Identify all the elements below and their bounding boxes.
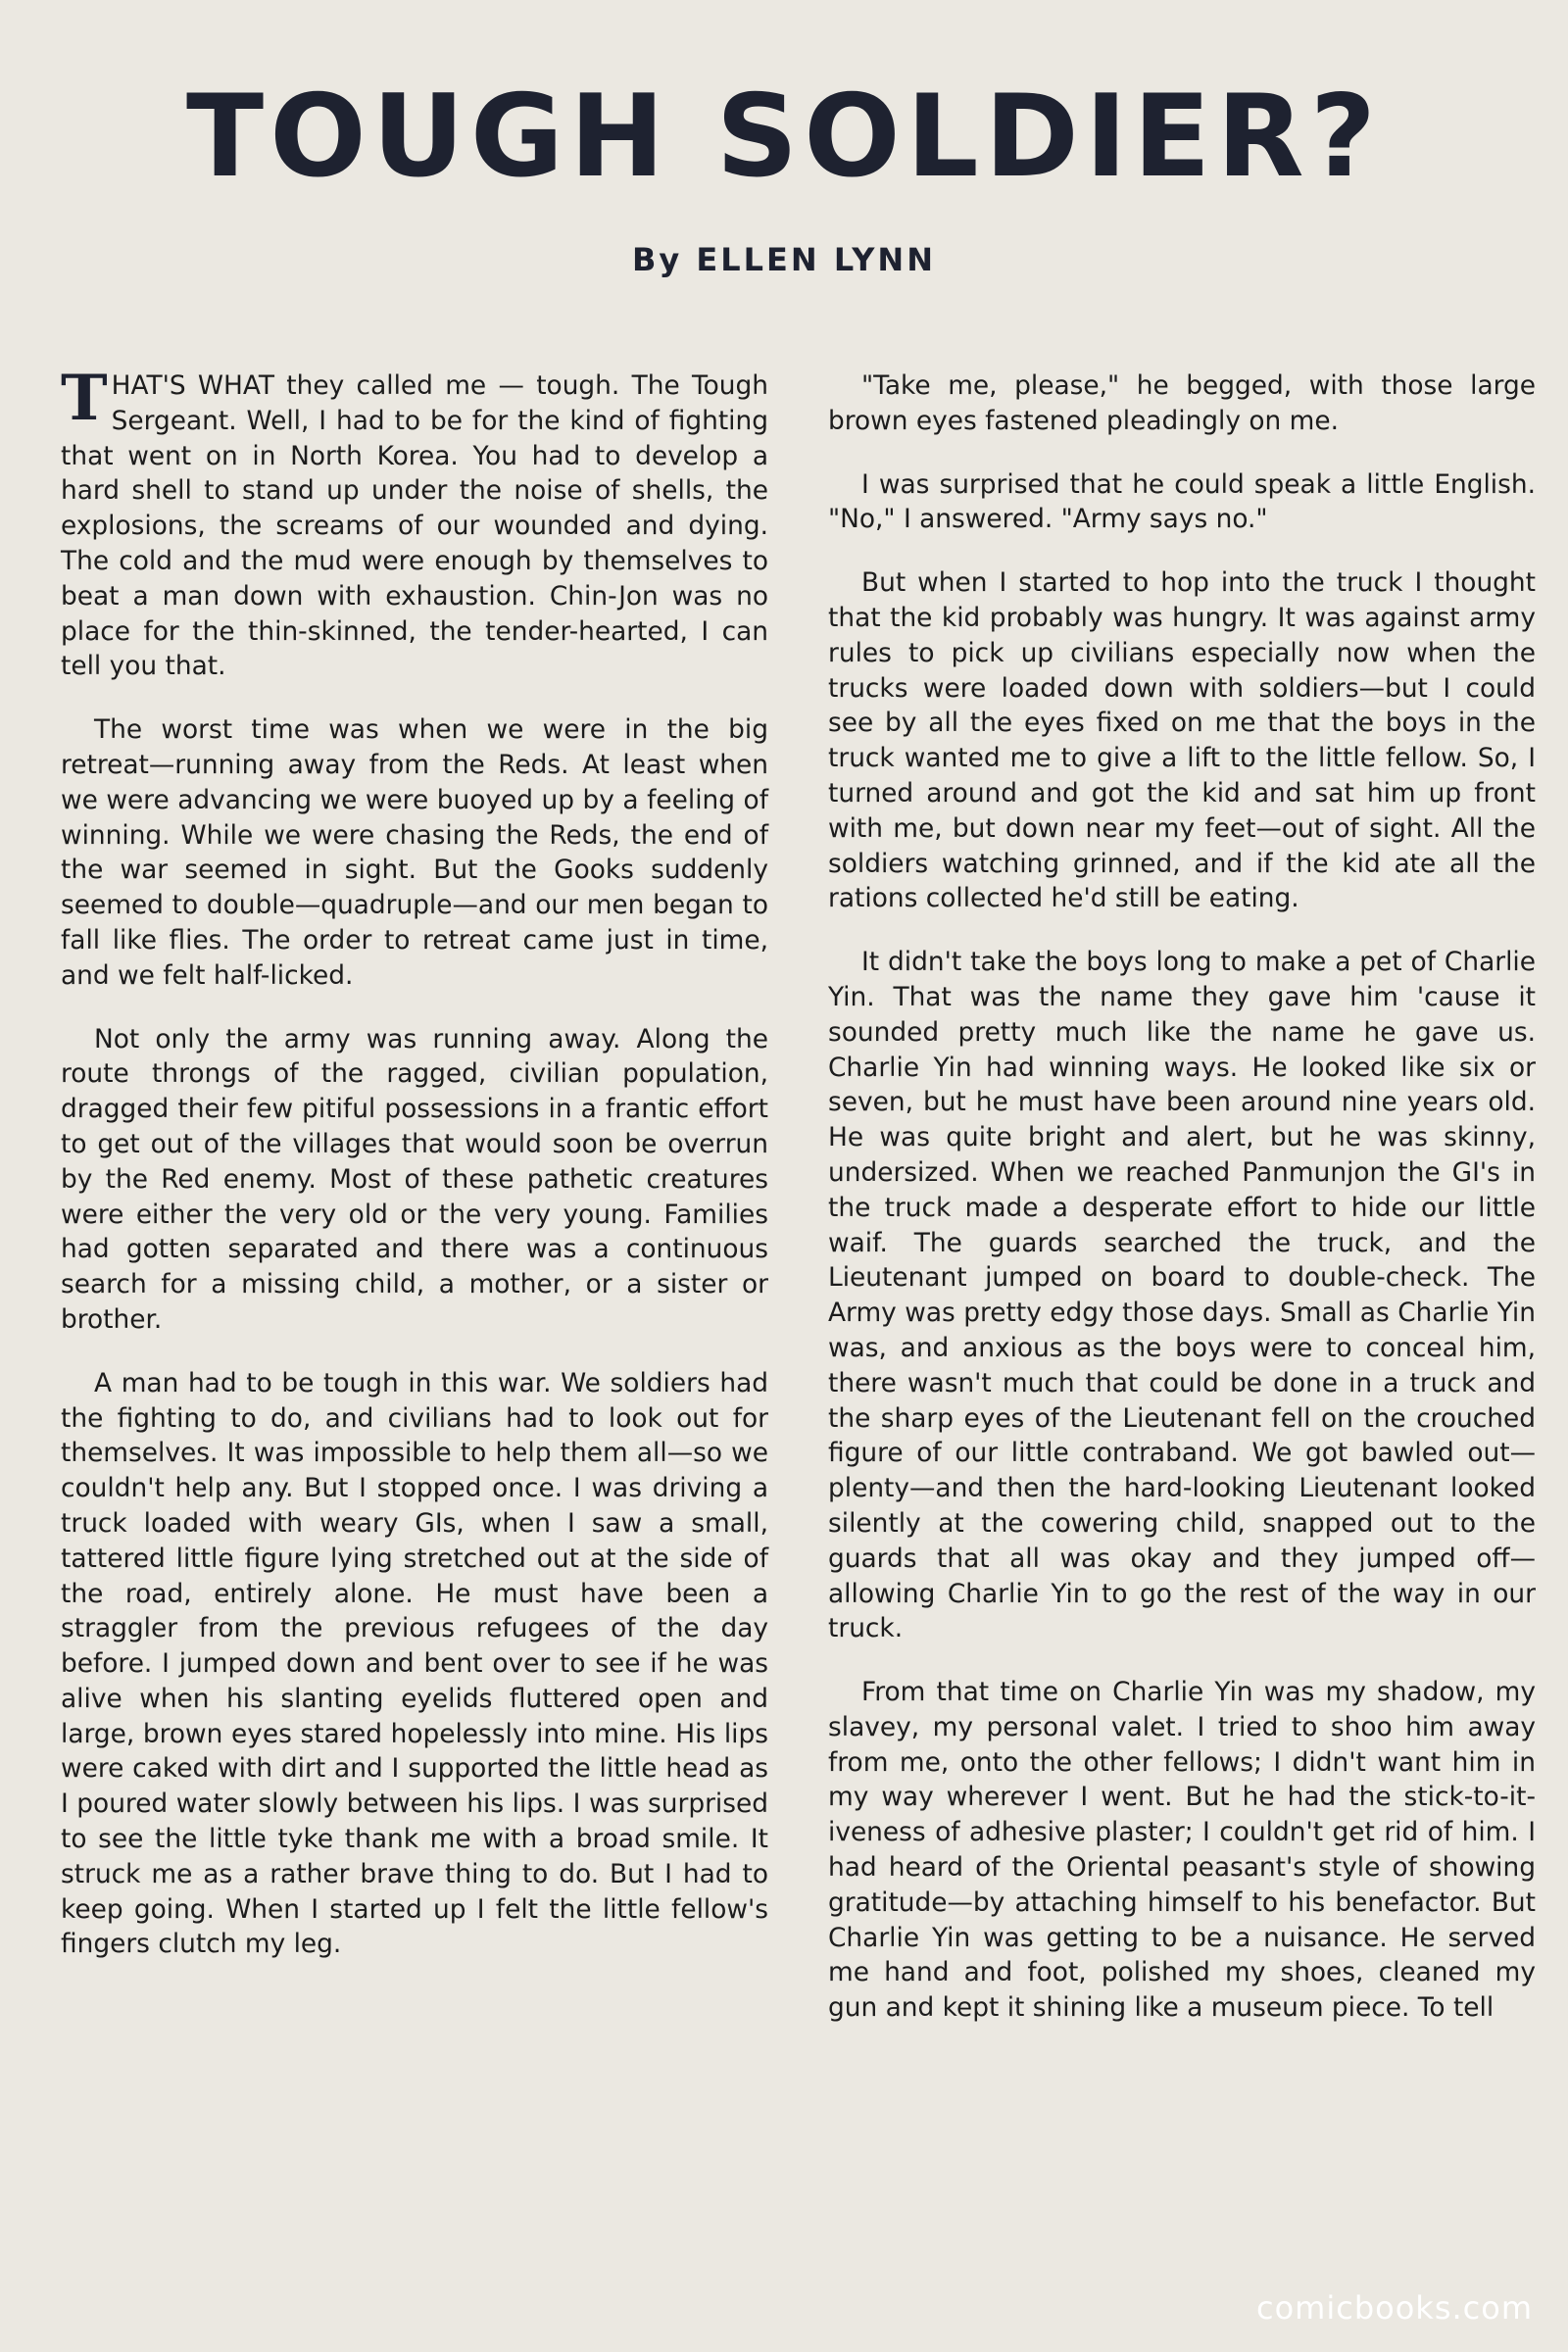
article-title: TOUGH SOLDIER? bbox=[186, 71, 1382, 203]
paragraph: The worst time was when we were in the big retreat—running away from the Reds. At least when we were advancing we were buoyed up by a feeling of winning. While we were chasing the Reds, the end of the war seemed in sight. But the Gooks suddenly seemed to double—quadruple—and our men began to fall like flies. The order to retreat came just in time, and we felt half-licked. bbox=[61, 714, 768, 991]
watermark: comicbooks.com bbox=[1255, 2289, 1533, 2327]
paragraph: But when I started to hop into the truck I thought that the kid probably was hungry. It was against army rules to pick up civilians especially now when the trucks were loaded down with soldiers—but I could see by all the eyes fixed on me that the boys in the truck wanted me to give a lift to the little fellow. So, I turned around and got the kid and sat him up front with me, but down near my feet—out of sight. All the soldiers watching grinned, and if the kid ate all the rations collected he'd still be eating. bbox=[828, 567, 1536, 914]
right-column bbox=[828, 368, 1536, 2054]
paragraph: A man had to be tough in this war. We soldiers had the fighting to do, and civilians had to look out for themselves. It was impossible to help them all—so we couldn't help any. But I stopped once. I was driving a truck loaded with weary GIs, when I saw a small, tattered little figure lying stretched out at the side of the road, entirely alone. He must have been a straggler from the previous refugees of the day before. I jumped down and bent over to see if he was alive when his slanting eyelids fluttered open and large, brown eyes stared hopelessly into mine. His lips were caked with dirt and I supported the little head as I poured water slowly between his lips. I was surprised to see the little tyke thank me with a broad smile. It struck me as a rather brave thing to do. But I had to keep going. When I started up I felt the little fellow's fingers clutch my leg. bbox=[61, 1367, 768, 1960]
article-byline: By ELLEN LYNN bbox=[632, 241, 936, 278]
paragraph bbox=[61, 362, 768, 684]
paragraph-text: HAT'S WHAT they called me — tough. The Tough Sergeant. Well, I had to be for the kind of fighting that went on in North Korea. You had to develop a hard shell to stand up under the noise of shells, the explosions, the screams of our wounded and dying. The cold and the mud were enough by themselves to beat a man down with exhaustion. Chin-Jon was no place for the thin-skinned, the tender-hearted, I can tell you that. bbox=[61, 370, 768, 682]
paragraph: It didn't take the boys long to make a pet of Charlie Yin. That was the name they gave him 'cause it sounded pretty much like the name he gave us. Charlie Yin had winning ways. He looked like six or seven, but he must have been around nine years old. He was quite bright and alert, but he was skinny, undersized. When we reached Panmunjon the GI's in the truck made a desperate effort to hide our little waif. The guards searched the truck, and the Lieutenant jumped on board to double-check. The Army was pretty edgy those days. Small as Charlie Yin was, and anxious as the boys were to conceal him, there wasn't much that could be done in a truck and the sharp eyes of the Lieutenant fell on the crouched figure of our little contraband. We got bawled out—plenty—and then the hard-looking Lieutenant looked silently at the cowering child, snapped out to the guards that all was okay and they jumped off—allowing Charlie Yin to go the rest of the way in our truck. bbox=[828, 947, 1536, 1644]
drop-cap: T bbox=[61, 362, 108, 435]
paragraph: I was surprised that he could speak a little English. "No," I answered. "Army says no." bbox=[828, 468, 1536, 535]
paragraph: From that time on Charlie Yin was my shadow, my slavey, my personal valet. I tried to shoo him away from me, onto the other fellows; I didn't want him in my way wherever I went. But he had the stick-to-it-iveness of adhesive plaster; I couldn't get rid of him. I had heard of the Oriental peasant's style of showing gratitude—by attaching himself to his benefactor. But Charlie Yin was getting to be a nuisance. He served me hand and foot, polished my shoes, cleaned my gun and kept it shining like a museum piece. To tell bbox=[828, 1677, 1536, 2024]
paragraph: Not only the army was running away. Along the route throngs of the ragged, civilian population, dragged their few pitiful possessions in a frantic effort to get out of the villages that would soon be overrun by the Red enemy. Most of these pathetic creatures were either the very old or the very young. Families had gotten separated and there was a continuous search for a missing child, a mother, or a sister or brother. bbox=[61, 1023, 768, 1335]
left-column bbox=[61, 362, 768, 1990]
paragraph: "Take me, please," he begged, with those large brown eyes fastened pleadingly on me. bbox=[828, 370, 1536, 436]
